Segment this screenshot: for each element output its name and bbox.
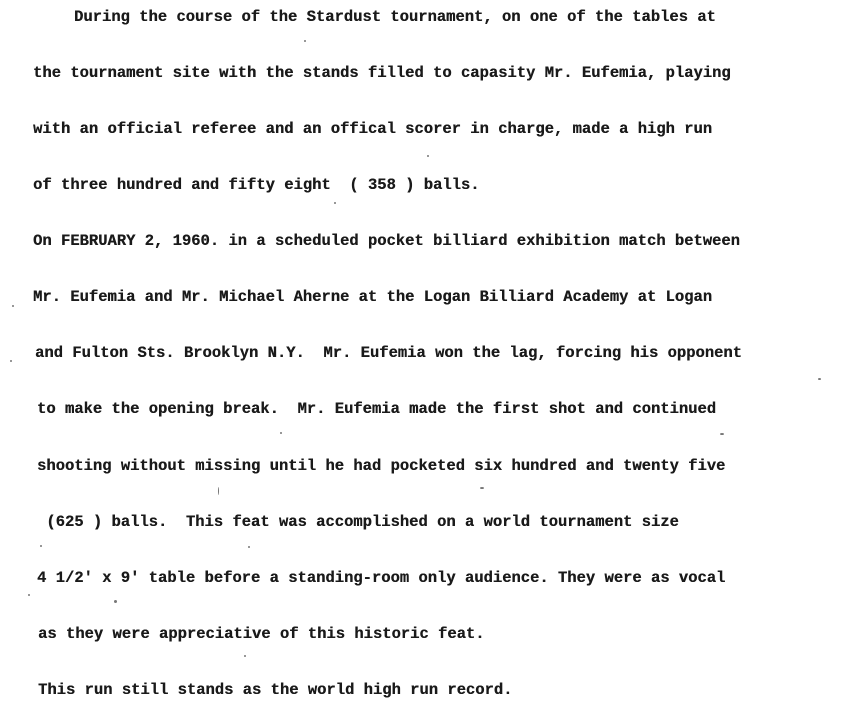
- text-line-13: This run still stands as the world high run record.: [38, 681, 513, 699]
- scan-speck: [280, 432, 282, 434]
- scan-speck: [218, 487, 219, 495]
- text-line-11: 4 1/2' x 9' table before a standing-room only audience. They were as vocal: [37, 569, 726, 587]
- text-line-12: as they were appreciative of this historic feat.: [38, 625, 485, 643]
- text-line-1: During the course of the Stardust tournament, on one of the tables at: [74, 8, 716, 26]
- scan-speck: [10, 360, 12, 362]
- scan-speck: [818, 378, 821, 380]
- text-line-9: shooting without missing until he had pocketed six hundred and twenty five: [37, 457, 726, 475]
- scan-speck: [244, 655, 246, 657]
- scan-speck: [427, 155, 429, 157]
- text-line-8: to make the opening break. Mr. Eufemia made the first shot and continued: [37, 400, 717, 418]
- scan-speck: [334, 202, 336, 204]
- scan-speck: [12, 305, 14, 307]
- scan-speck: [720, 433, 724, 435]
- text-line-7: and Fulton Sts. Brooklyn N.Y. Mr. Eufemia won the lag, forcing his opponent: [35, 344, 742, 362]
- scan-speck: [480, 487, 484, 489]
- scan-speck: [28, 594, 30, 596]
- text-line-6: Mr. Eufemia and Mr. Michael Aherne at the Logan Billiard Academy at Logan: [33, 288, 713, 306]
- scan-speck: [40, 545, 42, 547]
- text-line-10: (625 ) balls. This feat was accomplished on a world tournament size: [37, 513, 679, 531]
- text-line-5: On FEBRUARY 2, 1960. in a scheduled pocket billiard exhibition match between: [33, 232, 740, 250]
- scan-speck: [304, 40, 306, 42]
- text-line-3: with an official referee and an offical scorer in charge, made a high run: [33, 120, 713, 138]
- scan-speck: [248, 546, 250, 548]
- scan-speck: [114, 600, 117, 603]
- text-line-2: the tournament site with the stands filled to capasity Mr. Eufemia, playing: [33, 64, 731, 82]
- text-line-4: of three hundred and fifty eight ( 358 ) balls.: [33, 176, 480, 194]
